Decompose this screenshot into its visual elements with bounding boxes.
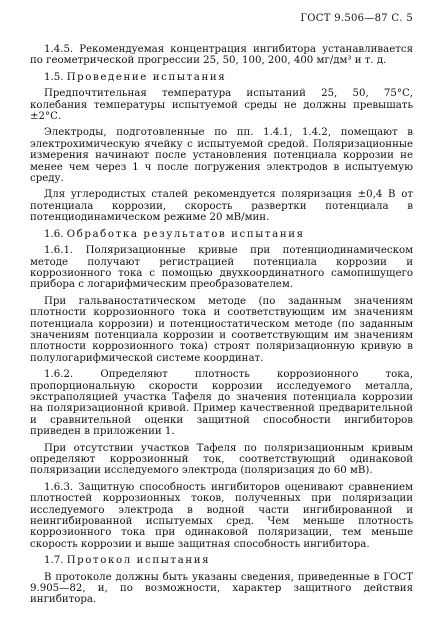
paragraph-polarization: Для углеродистых сталей рекомендуется поляризация ±0,4 В от потенциала коррозии, скорость развертки потенциала в потенциодинамическом режиме 20 мВ/мин.	[30, 189, 413, 224]
section-heading-1-7	[30, 555, 413, 566]
running-header: ГОСТ 9.506—87 С. 5	[300, 13, 413, 24]
paragraph-galvanostatic: При гальваностатическом методе (по заданным значениям плотности коррозионного тока и соответствующим им значениям потенциала коррозии) и потенциостатическом методе (по заданным значениям потенциала коррозии и соответствующим им значениям плотности коррозионного тока) строят поляризационную кривую в полулогарифмической системе координат.	[30, 295, 413, 364]
section-number: 1.6.	[44, 228, 64, 240]
paragraph-1-6-3: 1.6.3. Защитную способность ингибиторов оценивают сравнением плотностей коррозионных токов, полученных при поляризации исследуемого электрода в водной части ингибированной и неингибированной испытуемых сред. Чем меньше плотность коррозионного тока при одинаковой поляризации, тем меньше скорость коррозии и выше защитная способность ингибитора.	[30, 481, 413, 550]
section-heading-1-5	[30, 72, 413, 83]
section-title: Обработка результатов испытания	[66, 228, 305, 240]
paragraph-temperature: Предпочтительная температура испытаний 25, 50, 75°С, колебания температуры испытуемой среды не должны превышать ±2°С.	[30, 88, 413, 123]
section-title: Протокол испытания	[66, 555, 211, 567]
section-number: 1.5.	[44, 71, 64, 83]
paragraph-electrodes: Электроды, подготовленные по пп. 1.4.1, 1.4.2, помещают в электрохимическую ячейку с испытуемой средой. Поляризационные измерения начинают после установления потенциала коррозии не менее чем через 1 ч после погружения электродов в испытуемую среду.	[30, 127, 413, 185]
paragraph-1-6-1: 1.6.1. Поляризационные кривые при потенциодинамическом методе получают регистрацией потенциала коррозии и коррозионного тока с помощью двухкоординатного самопишущего прибора с логарифмическим преобразователем.	[30, 245, 413, 291]
paragraph-no-tafel: При отсутствии участков Тафеля по поляризационным кривым определяют коррозионный ток, соответствующий одинаковой поляризации исследуемого электрода (поляризация до 60 мВ).	[30, 442, 413, 477]
document-body	[30, 44, 413, 607]
section-heading-1-6	[30, 229, 413, 240]
section-number: 1.7.	[44, 555, 64, 567]
paragraph-1-6-2: 1.6.2. Определяют плотность коррозионного тока, пропорциональную скорости коррозии исследуемого металла, экстраполяцией участка Тафеля до значения потенциала коррозии на поляризационной кривой. Пример качественной предварительной и сравнительной оценки защитной способности ингибиторов приведен в приложении 1.	[30, 369, 413, 438]
section-title: Проведение испытания	[66, 71, 227, 83]
paragraph-1-4-5: 1.4.5. Рекомендуемая концентрация ингибитора устанавливается по геометрической прогрессии 25, 50, 100, 200, 400 мг/дм³ и т. д.	[30, 44, 413, 67]
paragraph-protocol: В протоколе должны быть указаны сведения, приведенные в ГОСТ 9.905—82, и, по возможности, характер защитного действия ингибитора.	[30, 571, 413, 606]
